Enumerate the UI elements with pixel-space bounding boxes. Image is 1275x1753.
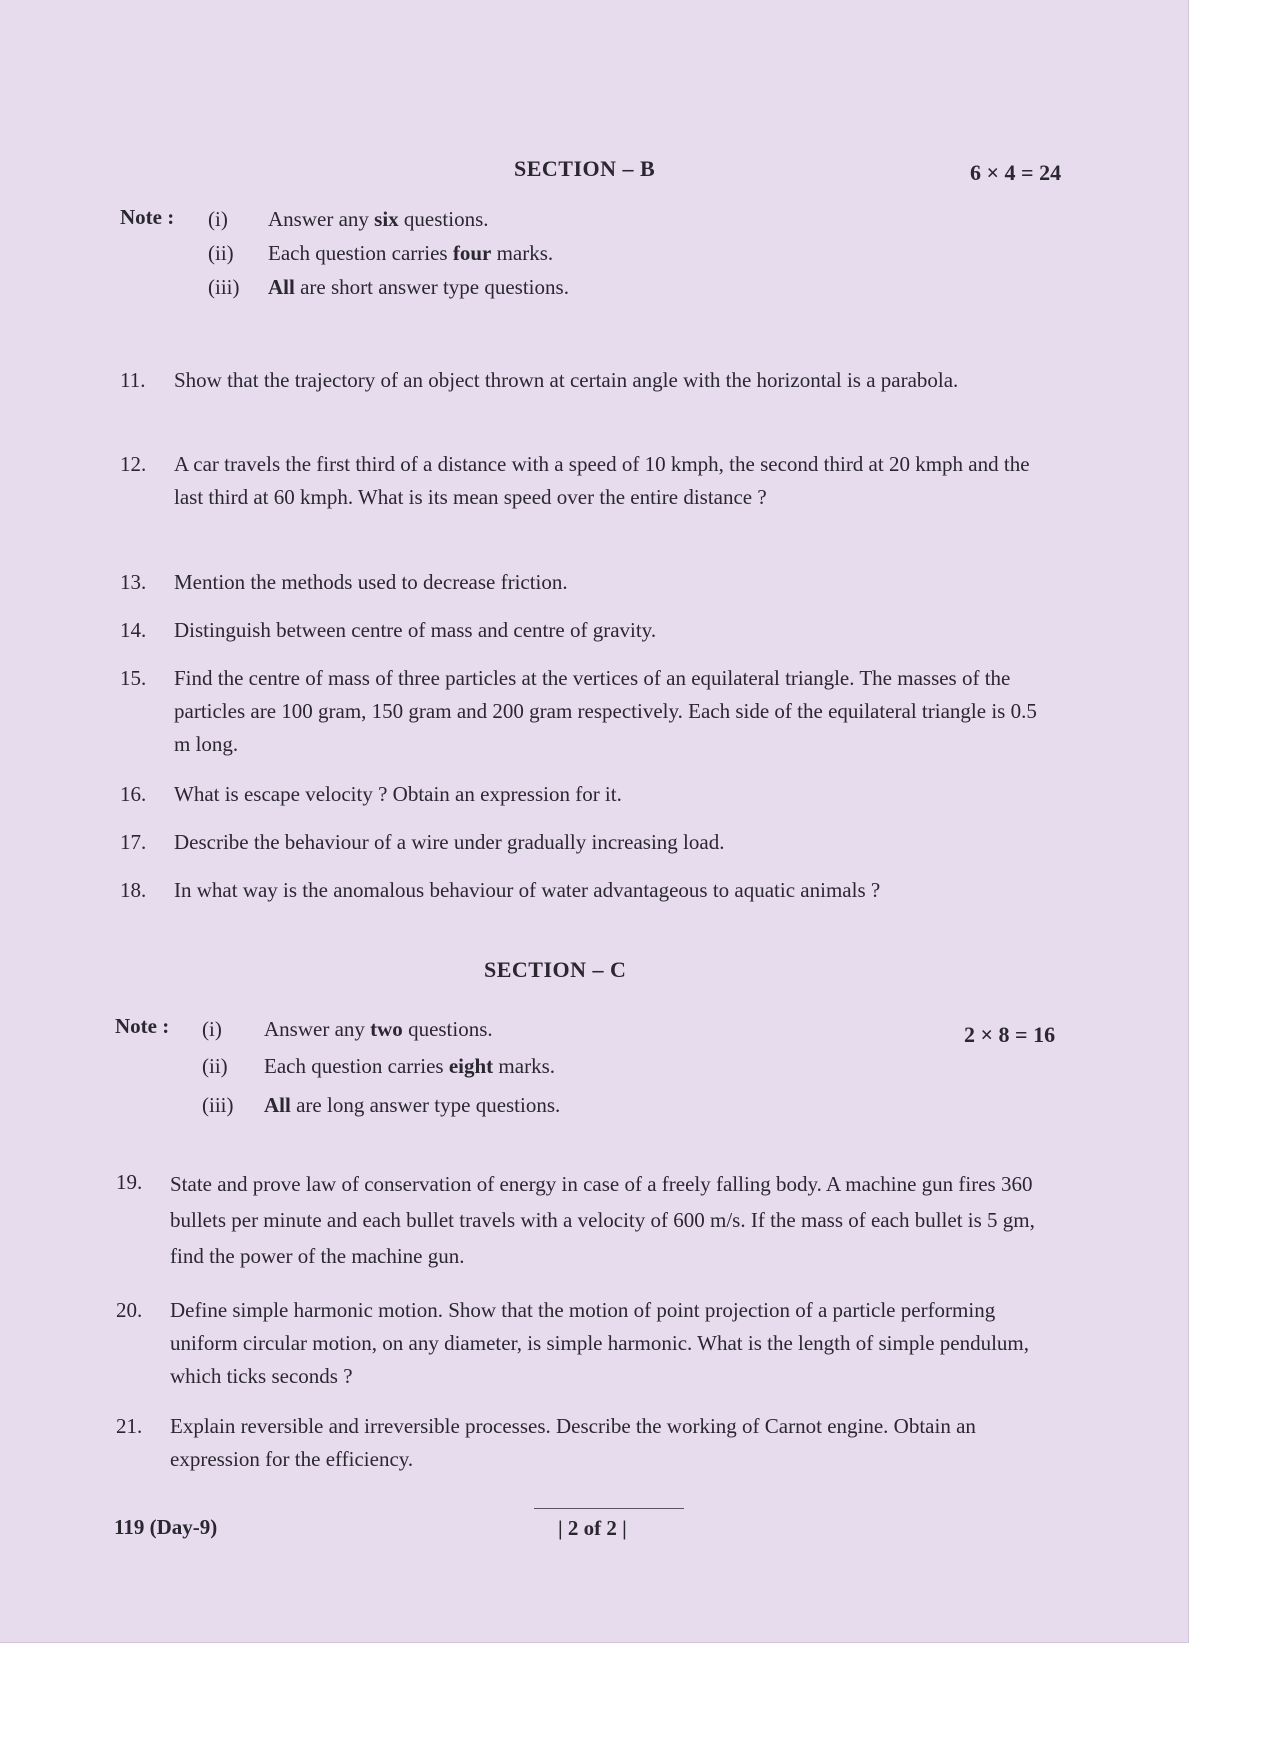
question-text: State and prove law of conservation of energy in case of a freely falling body. A machine gun fires 360 bullets per minute and each bullet travels with a velocity of 600 m/s. If the mass of each bullet is 5 gm, find the power of the machine gun.	[170, 1172, 1035, 1268]
question-text: Show that the trajectory of an object thrown at certain angle with the horizontal is a parabola.	[174, 368, 959, 392]
question-text: Describe the behaviour of a wire under gradually increasing load.	[174, 830, 725, 854]
question-text: What is escape velocity ? Obtain an expression for it.	[174, 782, 622, 806]
section-b-note-3: All are short answer type questions.	[268, 275, 569, 299]
question-number: 20.	[116, 1298, 143, 1322]
section-b-note-3-num: (iii)	[208, 275, 240, 299]
section-c-note-2: Each question carries eight marks.	[264, 1054, 555, 1078]
question-number: 14.	[120, 618, 147, 642]
question-text: Define simple harmonic motion. Show that the motion of point projection of a particle performing uniform circular motion, on any diameter, is simple harmonic. What is the length of simple pendulum, which ticks seconds ?	[170, 1298, 1030, 1388]
section-b-note-2-num: (ii)	[208, 241, 234, 265]
section-b-note-1-num: (i)	[208, 207, 228, 231]
paper-code: 119 (Day-9)	[114, 1515, 218, 1539]
section-b-note-label: Note :	[120, 205, 175, 229]
question-number: 21.	[116, 1414, 143, 1438]
question-number: 12.	[120, 452, 147, 476]
section-c-marks: 2 × 8 = 16	[964, 1022, 1056, 1047]
question-number: 19.	[116, 1170, 143, 1194]
question-text: Distinguish between centre of mass and centre of gravity.	[174, 618, 657, 642]
section-b-note-2: Each question carries four marks.	[268, 241, 554, 265]
question-number: 18.	[120, 878, 147, 902]
section-c-note-2-num: (ii)	[202, 1054, 228, 1078]
section-c-note-3: All are long answer type questions.	[264, 1093, 561, 1117]
question-number: 16.	[120, 782, 147, 806]
footer-rule	[534, 1508, 684, 1509]
question-text: In what way is the anomalous behaviour of water advantageous to aquatic animals ?	[174, 878, 881, 902]
section-c-title: SECTION – C	[484, 957, 627, 982]
question-number: 17.	[120, 830, 147, 854]
question-text: A car travels the first third of a distance with a speed of 10 kmph, the second third at 20 kmph and the last third at 60 kmph. What is its mean speed over the entire distance ?	[174, 452, 1030, 509]
question-text: Explain reversible and irreversible processes. Describe the working of Carnot engine. Obtain an expression for the efficiency.	[170, 1414, 976, 1471]
page-number: | 2 of 2 |	[558, 1516, 627, 1540]
question-text: Mention the methods used to decrease friction.	[174, 570, 568, 594]
section-c-note-3-num: (iii)	[202, 1093, 234, 1117]
section-c-note-1-num: (i)	[202, 1017, 222, 1041]
section-c-note-label: Note :	[115, 1014, 170, 1038]
section-b-note-1: Answer any six questions.	[268, 207, 489, 231]
section-b-title: SECTION – B	[514, 156, 656, 181]
section-b-marks: 6 × 4 = 24	[970, 160, 1062, 185]
question-number: 13.	[120, 570, 147, 594]
question-number: 11.	[120, 368, 146, 392]
question-number: 15.	[120, 666, 147, 690]
question-text: Find the centre of mass of three particles at the vertices of an equilateral triangle. The masses of the particles are 100 gram, 150 gram and 200 gram respectively. Each side of the equilateral triangle is 0.5 m long.	[174, 666, 1037, 756]
section-c-note-1: Answer any two questions.	[264, 1017, 493, 1041]
